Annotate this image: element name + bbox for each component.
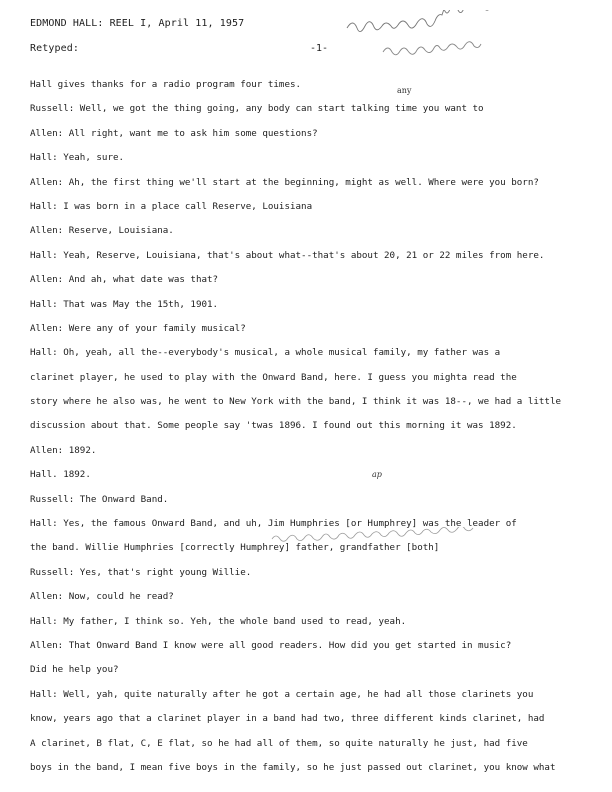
transcript-line: Russell: The Onward Band. [30, 493, 169, 505]
transcript-line: Allen: Were any of your family musical? [30, 322, 246, 334]
transcript-line: A clarinet, B flat, C, E flat, so he had all of them, so quite naturally he just, had five [30, 737, 528, 749]
transcript-line: Did he help you? [30, 664, 119, 676]
inserted-word-any: any [397, 86, 412, 95]
retyped-label: Retyped: [30, 43, 79, 54]
inserted-word-ap: ap [372, 470, 382, 479]
transcript-line: story where he also was, he went to New York with the band, I think it was 18--, we had a little [30, 396, 562, 408]
transcript-line: Hall: I was born in a place call Reserve, Louisiana [30, 200, 313, 212]
transcript-line: Allen: Now, could he read? [30, 591, 174, 603]
transcript-line: discussion about that. Some people say 'twas 1896. I found out this morning it was 1892. [30, 420, 517, 432]
transcript-line: Hall: That was May the 15th, 1901. [30, 298, 219, 310]
transcript-line: know, years ago that a clarinet player in a band had two, three different kinds clarinet, had [30, 713, 545, 725]
transcript-line: boys in the band, I mean five boys in the family, so he just passed out clarinet, you know what [30, 761, 556, 773]
transcript-line: Hall: Yes, the famous Onward Band, and uh, Jim Humphries [or Humphrey] was the leader of [30, 518, 517, 530]
transcript-line: clarinet player, he used to play with the Onward Band, here. I guess you mighta read the [30, 371, 517, 383]
transcript-line: Allen: That Onward Band I know were all good readers. How did you get started in music? [30, 639, 512, 651]
handwritten-scrawl [268, 527, 528, 549]
transcript-line: Hall: Yeah, Reserve, Louisiana, that's about what--that's about 20, 21 or 22 miles from here. [30, 249, 545, 261]
transcript-line: Hall gives thanks for a radio program four times. [30, 79, 302, 90]
transcript-line: Allen: And ah, what date was that? [30, 274, 219, 286]
transcript-line: Hall: Yeah, sure. [30, 152, 125, 164]
transcript-line: Hall: My father, I think so. Yeh, the whole band used to read, yeah. [30, 615, 407, 627]
page-number: -1- [310, 43, 329, 54]
transcript-line: the band. Willie Humphries [correctly Humphrey] father, grandfather [both] [30, 542, 440, 554]
transcript-line: Allen: Reserve, Louisiana. [30, 225, 174, 237]
transcript-line: Hall: Well, yah, quite naturally after he got a certain age, he had all those clarinets you [30, 688, 534, 700]
header-title: EDMOND HALL: REEL I, April 11, 1957 [30, 18, 245, 29]
transcript-line: Hall: Oh, yeah, all the--everybody's musical, a whole musical family, my father was a [30, 347, 501, 359]
handwritten-note [343, 10, 558, 60]
transcript-line: Allen: All right, want me to ask him some questions? [30, 127, 318, 139]
transcript-line: Allen: Ah, the first thing we'll start at the beginning, might as well. Where were you born? [30, 176, 539, 188]
transcript-line: Russell: Well, we got the thing going, any body can start talking time you want to [30, 103, 484, 115]
transcript-line: Allen: 1892. [30, 444, 97, 456]
transcript-line: Russell: Yes, that's right young Willie. [30, 566, 252, 578]
transcript-line: Hall. 1892. [30, 469, 91, 481]
transcript-body [30, 73, 605, 780]
